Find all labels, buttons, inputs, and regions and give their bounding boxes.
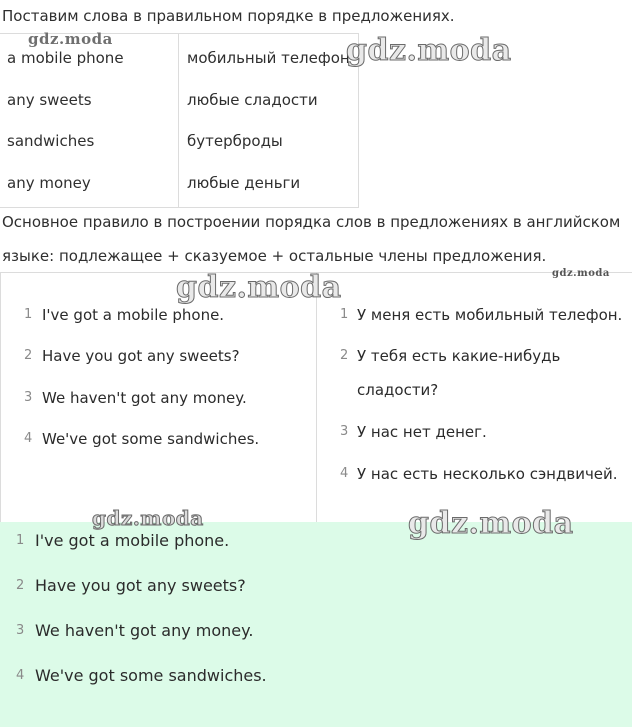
right-number-2: 2 [340,348,349,363]
watermark-logo: gdz.moda [552,268,610,279]
right-number-3: 3 [340,424,349,439]
watermark-logo: gdz.moda [176,270,342,305]
watermark-logo: gdz.moda [28,30,113,48]
left-sentence-2: Have you got any sweets? [42,347,240,365]
answer-sentence-3: We haven't got any money. [35,621,254,640]
left-number-3: 3 [24,390,33,405]
answer-sentence-4: We've got some sandwiches. [35,666,267,685]
right-sentence-2: У тебя есть какие-нибудь [357,347,561,365]
answer-number-4: 4 [16,668,25,683]
left-sentence-4: We've got some sandwiches. [42,430,260,448]
answer-box [0,522,632,727]
right-sentence-2-cont: сладости? [357,381,439,399]
right-sentence-4: У нас есть несколько сэндвичей. [357,465,618,483]
answer-number-3: 3 [16,623,25,638]
translation-box [0,272,632,523]
vocabulary-table [0,33,359,208]
vocab-en-3: sandwiches [7,132,95,150]
answer-number-2: 2 [16,578,25,593]
vocab-ru-1: мобильный телефон [187,49,350,67]
right-sentence-1: У меня есть мобильный телефон. [357,306,623,324]
rule-line-1: Основное правило в построении порядка слов в предложениях в английском [2,213,621,231]
right-sentence-3: У нас нет денег. [357,423,487,441]
vocab-en-2: any sweets [7,91,92,109]
left-number-4: 4 [24,431,33,446]
watermark-logo: gdz.moda [408,506,574,541]
watermark-logo: gdz.moda [92,506,204,530]
right-number-4: 4 [340,466,349,481]
answer-number-1: 1 [16,533,25,548]
table-divider [178,34,179,207]
answer-sentence-1: I've got a mobile phone. [35,531,230,550]
answer-sentence-2: Have you got any sweets? [35,576,246,595]
left-sentence-1: I've got a mobile phone. [42,306,225,324]
vocab-ru-4: любые деньги [187,174,301,192]
left-number-1: 1 [24,307,33,322]
rule-line-2: языке: подлежащее + сказуемое + остальные члены предложения. [2,247,547,265]
intro-text: Поставим слова в правильном порядке в предложениях. [2,7,455,25]
watermark-logo: gdz.moda [346,33,512,68]
right-number-1: 1 [340,307,349,322]
vocab-ru-3: бутерброды [187,132,283,150]
vocab-ru-2: любые сладости [187,91,318,109]
vocab-en-1: a mobile phone [7,49,124,67]
column-divider [316,273,317,523]
left-sentence-3: We haven't got any money. [42,389,247,407]
vocab-en-4: any money [7,174,91,192]
left-number-2: 2 [24,348,33,363]
